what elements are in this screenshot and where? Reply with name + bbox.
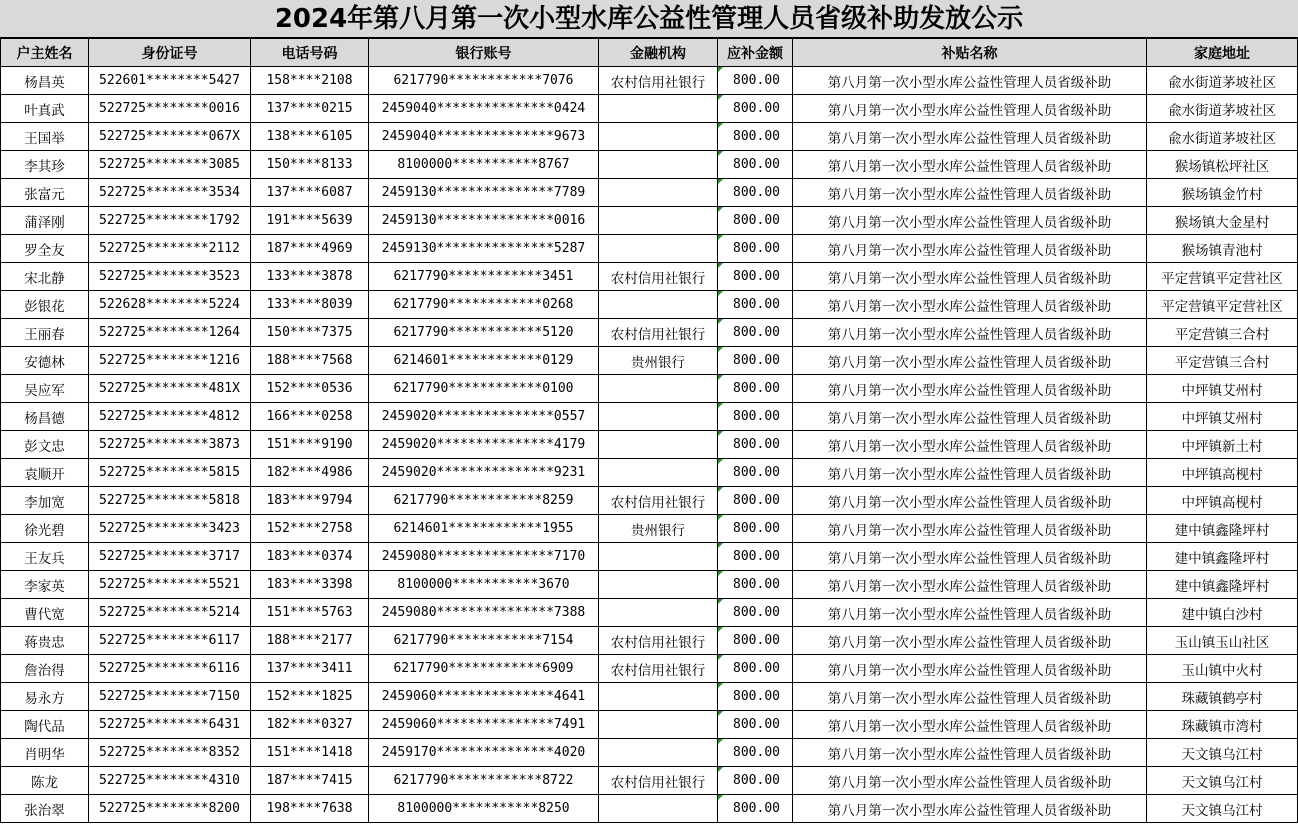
cell-subsidy-name[interactable]: 第八月第一次小型水库公益性管理人员省级补助 (793, 571, 1147, 599)
cell-amount[interactable]: 800.00 (718, 263, 793, 291)
table-row (1, 67, 1298, 95)
cell-address[interactable]: 猴场镇松坪社区 (1147, 151, 1298, 179)
cell-phone[interactable]: 150****7375 (251, 319, 369, 347)
cell-owner-name[interactable]: 彭文忠 (1, 431, 89, 459)
cell-owner-name[interactable]: 肖明华 (1, 739, 89, 767)
cell-bank-account[interactable]: 2459020***************9231 (369, 459, 599, 487)
cell-owner-name[interactable]: 曹代宽 (1, 599, 89, 627)
cell-bank-account[interactable]: 2459170***************4020 (369, 739, 599, 767)
cell-phone[interactable]: 187****7415 (251, 767, 369, 795)
cell-id-number[interactable]: 522725********4310 (89, 767, 251, 795)
cell-id-number[interactable]: 522725********5815 (89, 459, 251, 487)
cell-phone[interactable]: 151****5763 (251, 599, 369, 627)
cell-address[interactable]: 平定营镇平定营社区 (1147, 263, 1298, 291)
cell-address[interactable]: 珠藏镇鹤亭村 (1147, 683, 1298, 711)
cell-institution[interactable] (599, 291, 718, 319)
cell-institution[interactable] (599, 739, 718, 767)
cell-phone[interactable]: 188****7568 (251, 347, 369, 375)
cell-institution[interactable]: 农村信用社银行 (599, 67, 718, 95)
header-cell[interactable]: 电话号码 (251, 39, 369, 67)
cell-owner-name[interactable]: 罗全友 (1, 235, 89, 263)
cell-owner-name[interactable]: 李加宽 (1, 487, 89, 515)
cell-subsidy-name[interactable]: 第八月第一次小型水库公益性管理人员省级补助 (793, 319, 1147, 347)
table-row (1, 739, 1298, 767)
cell-id-number[interactable]: 522725********5521 (89, 571, 251, 599)
cell-owner-name[interactable]: 徐光碧 (1, 515, 89, 543)
header-cell[interactable]: 银行账号 (369, 39, 599, 67)
table-row (1, 683, 1298, 711)
cell-id-number[interactable]: 522725********1792 (89, 207, 251, 235)
cell-address[interactable]: 中坪镇艾州村 (1147, 375, 1298, 403)
cell-owner-name[interactable]: 杨昌德 (1, 403, 89, 431)
cell-institution[interactable]: 农村信用社银行 (599, 767, 718, 795)
table-row (1, 459, 1298, 487)
cell-amount[interactable]: 800.00 (718, 431, 793, 459)
cell-owner-name[interactable]: 彭银花 (1, 291, 89, 319)
cell-address[interactable]: 中坪镇高枧村 (1147, 459, 1298, 487)
cell-owner-name[interactable]: 安德林 (1, 347, 89, 375)
cell-address[interactable]: 天文镇乌江村 (1147, 739, 1298, 767)
cell-institution[interactable]: 农村信用社银行 (599, 263, 718, 291)
cell-institution[interactable] (599, 431, 718, 459)
cell-amount[interactable]: 800.00 (718, 599, 793, 627)
cell-institution[interactable]: 农村信用社银行 (599, 319, 718, 347)
cell-institution[interactable] (599, 711, 718, 739)
cell-subsidy-name[interactable]: 第八月第一次小型水库公益性管理人员省级补助 (793, 459, 1147, 487)
cell-id-number[interactable]: 522725********7150 (89, 683, 251, 711)
cell-subsidy-name[interactable]: 第八月第一次小型水库公益性管理人员省级补助 (793, 599, 1147, 627)
cell-address[interactable]: 猴场镇青池村 (1147, 235, 1298, 263)
table-row (1, 347, 1298, 375)
cell-phone[interactable]: 137****0215 (251, 95, 369, 123)
cell-owner-name[interactable]: 李家英 (1, 571, 89, 599)
cell-subsidy-name[interactable]: 第八月第一次小型水库公益性管理人员省级补助 (793, 375, 1147, 403)
cell-owner-name[interactable]: 蒋贵忠 (1, 627, 89, 655)
cell-institution[interactable] (599, 599, 718, 627)
cell-phone[interactable]: 158****2108 (251, 67, 369, 95)
cell-subsidy-name[interactable]: 第八月第一次小型水库公益性管理人员省级补助 (793, 123, 1147, 151)
cell-institution[interactable] (599, 543, 718, 571)
cell-subsidy-name[interactable]: 第八月第一次小型水库公益性管理人员省级补助 (793, 291, 1147, 319)
header-cell[interactable]: 金融机构 (599, 39, 718, 67)
cell-subsidy-name[interactable]: 第八月第一次小型水库公益性管理人员省级补助 (793, 235, 1147, 263)
cell-amount[interactable]: 800.00 (718, 515, 793, 543)
cell-amount[interactable]: 800.00 (718, 543, 793, 571)
cell-amount[interactable]: 800.00 (718, 795, 793, 823)
cell-owner-name[interactable]: 王丽春 (1, 319, 89, 347)
cell-subsidy-name[interactable]: 第八月第一次小型水库公益性管理人员省级补助 (793, 403, 1147, 431)
cell-phone[interactable]: 151****9190 (251, 431, 369, 459)
cell-phone[interactable]: 152****1825 (251, 683, 369, 711)
cell-amount[interactable]: 800.00 (718, 375, 793, 403)
cell-institution[interactable]: 贵州银行 (599, 347, 718, 375)
cell-amount[interactable]: 800.00 (718, 207, 793, 235)
cell-address[interactable]: 玉山镇中火村 (1147, 655, 1298, 683)
cell-bank-account[interactable]: 8100000***********8767 (369, 151, 599, 179)
table-row (1, 599, 1298, 627)
table-row (1, 571, 1298, 599)
cell-subsidy-name[interactable]: 第八月第一次小型水库公益性管理人员省级补助 (793, 795, 1147, 823)
cell-subsidy-name[interactable]: 第八月第一次小型水库公益性管理人员省级补助 (793, 151, 1147, 179)
cell-owner-name[interactable]: 陈龙 (1, 767, 89, 795)
cell-institution[interactable]: 农村信用社银行 (599, 627, 718, 655)
cell-id-number[interactable]: 522725********3534 (89, 179, 251, 207)
cell-bank-account[interactable]: 2459060***************7491 (369, 711, 599, 739)
table-row (1, 319, 1298, 347)
cell-amount[interactable]: 800.00 (718, 487, 793, 515)
cell-amount[interactable]: 800.00 (718, 347, 793, 375)
cell-phone[interactable]: 188****2177 (251, 627, 369, 655)
cell-bank-account[interactable]: 6217790************5120 (369, 319, 599, 347)
table-row (1, 795, 1298, 823)
cell-bank-account[interactable]: 2459080***************7170 (369, 543, 599, 571)
cell-bank-account[interactable]: 2459060***************4641 (369, 683, 599, 711)
cell-phone[interactable]: 133****3878 (251, 263, 369, 291)
cell-id-number[interactable]: 522725********067X (89, 123, 251, 151)
cell-amount[interactable]: 800.00 (718, 291, 793, 319)
cell-amount[interactable]: 800.00 (718, 123, 793, 151)
cell-id-number[interactable]: 522725********3085 (89, 151, 251, 179)
cell-institution[interactable] (599, 151, 718, 179)
cell-address[interactable]: 中坪镇新土村 (1147, 431, 1298, 459)
cell-subsidy-name[interactable]: 第八月第一次小型水库公益性管理人员省级补助 (793, 767, 1147, 795)
cell-owner-name[interactable]: 詹治得 (1, 655, 89, 683)
cell-subsidy-name[interactable]: 第八月第一次小型水库公益性管理人员省级补助 (793, 739, 1147, 767)
cell-phone[interactable]: 137****6087 (251, 179, 369, 207)
cell-address[interactable]: 中坪镇高枧村 (1147, 487, 1298, 515)
cell-institution[interactable] (599, 683, 718, 711)
cell-address[interactable]: 珠藏镇市湾村 (1147, 711, 1298, 739)
cell-amount[interactable]: 800.00 (718, 459, 793, 487)
cell-amount[interactable]: 800.00 (718, 767, 793, 795)
cell-institution[interactable] (599, 95, 718, 123)
cell-subsidy-name[interactable]: 第八月第一次小型水库公益性管理人员省级补助 (793, 207, 1147, 235)
table-row (1, 711, 1298, 739)
cell-id-number[interactable]: 522725********2112 (89, 235, 251, 263)
cell-subsidy-name[interactable]: 第八月第一次小型水库公益性管理人员省级补助 (793, 95, 1147, 123)
cell-bank-account[interactable]: 8100000***********3670 (369, 571, 599, 599)
cell-owner-name[interactable]: 陶代品 (1, 711, 89, 739)
cell-amount[interactable]: 800.00 (718, 319, 793, 347)
cell-bank-account[interactable]: 6214601************1955 (369, 515, 599, 543)
cell-bank-account[interactable]: 2459040***************9673 (369, 123, 599, 151)
table-row (1, 123, 1298, 151)
cell-amount[interactable]: 800.00 (718, 655, 793, 683)
cell-owner-name[interactable]: 宋北静 (1, 263, 89, 291)
header-cell[interactable]: 补贴名称 (793, 39, 1147, 67)
cell-bank-account[interactable]: 6217790************0100 (369, 375, 599, 403)
cell-address[interactable]: 中坪镇艾州村 (1147, 403, 1298, 431)
cell-address[interactable]: 兪水街道茅坡社区 (1147, 95, 1298, 123)
cell-owner-name[interactable]: 易永方 (1, 683, 89, 711)
table-row (1, 515, 1298, 543)
table-row (1, 235, 1298, 263)
cell-amount[interactable]: 800.00 (718, 683, 793, 711)
cell-address[interactable]: 平定营镇平定营社区 (1147, 291, 1298, 319)
cell-owner-name[interactable]: 李其珍 (1, 151, 89, 179)
table-body (1, 67, 1298, 823)
cell-bank-account[interactable]: 6217790************8722 (369, 767, 599, 795)
cell-subsidy-name[interactable]: 第八月第一次小型水库公益性管理人员省级补助 (793, 711, 1147, 739)
cell-id-number[interactable]: 522725********5214 (89, 599, 251, 627)
cell-id-number[interactable]: 522601********5427 (89, 67, 251, 95)
table-row (1, 431, 1298, 459)
cell-address[interactable]: 兪水街道茅坡社区 (1147, 123, 1298, 151)
table-row (1, 627, 1298, 655)
cell-subsidy-name[interactable]: 第八月第一次小型水库公益性管理人员省级补助 (793, 487, 1147, 515)
cell-subsidy-name[interactable]: 第八月第一次小型水库公益性管理人员省级补助 (793, 67, 1147, 95)
cell-address[interactable]: 平定营镇三合村 (1147, 347, 1298, 375)
cell-bank-account[interactable]: 6217790************7154 (369, 627, 599, 655)
cell-address[interactable]: 天文镇乌江村 (1147, 767, 1298, 795)
cell-id-number[interactable]: 522725********6431 (89, 711, 251, 739)
table-row (1, 767, 1298, 795)
cell-amount[interactable]: 800.00 (718, 711, 793, 739)
cell-id-number[interactable]: 522725********3523 (89, 263, 251, 291)
cell-amount[interactable]: 800.00 (718, 151, 793, 179)
cell-owner-name[interactable]: 王友兵 (1, 543, 89, 571)
cell-bank-account[interactable]: 2459130***************7789 (369, 179, 599, 207)
cell-bank-account[interactable]: 2459130***************0016 (369, 207, 599, 235)
table-row (1, 263, 1298, 291)
subsidy-table (0, 38, 1298, 823)
cell-subsidy-name[interactable]: 第八月第一次小型水库公益性管理人员省级补助 (793, 515, 1147, 543)
cell-phone[interactable]: 138****6105 (251, 123, 369, 151)
cell-amount[interactable]: 800.00 (718, 627, 793, 655)
cell-id-number[interactable]: 522725********3423 (89, 515, 251, 543)
cell-owner-name[interactable]: 吴应军 (1, 375, 89, 403)
cell-owner-name[interactable]: 叶真武 (1, 95, 89, 123)
header-cell[interactable]: 户主姓名 (1, 39, 89, 67)
cell-bank-account[interactable]: 8100000***********8250 (369, 795, 599, 823)
cell-address[interactable]: 建中镇白沙村 (1147, 599, 1298, 627)
cell-address[interactable]: 建中镇鑫隆坪村 (1147, 515, 1298, 543)
cell-address[interactable]: 天文镇乌江村 (1147, 795, 1298, 823)
cell-id-number[interactable]: 522725********3717 (89, 543, 251, 571)
cell-amount[interactable]: 800.00 (718, 235, 793, 263)
sheet-title: 2024年第八月第一次小型水库公益性管理人员省级补助发放公示 (0, 0, 1298, 38)
cell-bank-account[interactable]: 6217790************0268 (369, 291, 599, 319)
cell-owner-name[interactable]: 王国举 (1, 123, 89, 151)
header-cell[interactable]: 应补金额 (718, 39, 793, 67)
cell-phone[interactable]: 133****8039 (251, 291, 369, 319)
cell-phone[interactable]: 152****2758 (251, 515, 369, 543)
cell-subsidy-name[interactable]: 第八月第一次小型水库公益性管理人员省级补助 (793, 543, 1147, 571)
cell-bank-account[interactable]: 6217790************6909 (369, 655, 599, 683)
cell-institution[interactable]: 农村信用社银行 (599, 655, 718, 683)
cell-owner-name[interactable]: 袁顺开 (1, 459, 89, 487)
cell-id-number[interactable]: 522725********6116 (89, 655, 251, 683)
cell-id-number[interactable]: 522725********5818 (89, 487, 251, 515)
cell-amount[interactable]: 800.00 (718, 571, 793, 599)
cell-address[interactable]: 兪水街道茅坡社区 (1147, 67, 1298, 95)
cell-subsidy-name[interactable]: 第八月第一次小型水库公益性管理人员省级补助 (793, 347, 1147, 375)
cell-institution[interactable] (599, 795, 718, 823)
cell-bank-account[interactable]: 2459040***************0424 (369, 95, 599, 123)
cell-address[interactable]: 建中镇鑫隆坪村 (1147, 543, 1298, 571)
header-cell[interactable]: 家庭地址 (1147, 39, 1298, 67)
cell-bank-account[interactable]: 6214601************0129 (369, 347, 599, 375)
cell-institution[interactable] (599, 403, 718, 431)
cell-amount[interactable]: 800.00 (718, 95, 793, 123)
cell-id-number[interactable]: 522725********1264 (89, 319, 251, 347)
cell-bank-account[interactable]: 2459020***************4179 (369, 431, 599, 459)
cell-amount[interactable]: 800.00 (718, 67, 793, 95)
cell-phone[interactable]: 187****4969 (251, 235, 369, 263)
cell-id-number[interactable]: 522725********0016 (89, 95, 251, 123)
cell-phone[interactable]: 182****0327 (251, 711, 369, 739)
cell-bank-account[interactable]: 2459080***************7388 (369, 599, 599, 627)
cell-bank-account[interactable]: 6217790************3451 (369, 263, 599, 291)
cell-id-number[interactable]: 522725********8200 (89, 795, 251, 823)
cell-address[interactable]: 玉山镇玉山社区 (1147, 627, 1298, 655)
table-row (1, 207, 1298, 235)
cell-phone[interactable]: 137****3411 (251, 655, 369, 683)
cell-address[interactable]: 建中镇鑫隆坪村 (1147, 571, 1298, 599)
cell-subsidy-name[interactable]: 第八月第一次小型水库公益性管理人员省级补助 (793, 431, 1147, 459)
cell-phone[interactable]: 183****9794 (251, 487, 369, 515)
cell-address[interactable]: 平定营镇三合村 (1147, 319, 1298, 347)
cell-institution[interactable]: 贵州银行 (599, 515, 718, 543)
table-row (1, 543, 1298, 571)
cell-address[interactable]: 猴场镇大金星村 (1147, 207, 1298, 235)
header-row (1, 39, 1298, 67)
cell-id-number[interactable]: 522628********5224 (89, 291, 251, 319)
table-row (1, 487, 1298, 515)
table-row (1, 375, 1298, 403)
table-row (1, 655, 1298, 683)
cell-institution[interactable] (599, 235, 718, 263)
cell-owner-name[interactable]: 张富元 (1, 179, 89, 207)
cell-phone[interactable]: 182****4986 (251, 459, 369, 487)
cell-phone[interactable]: 198****7638 (251, 795, 369, 823)
cell-institution[interactable] (599, 179, 718, 207)
cell-subsidy-name[interactable]: 第八月第一次小型水库公益性管理人员省级补助 (793, 627, 1147, 655)
table-row (1, 179, 1298, 207)
cell-id-number[interactable]: 522725********3873 (89, 431, 251, 459)
cell-phone[interactable]: 191****5639 (251, 207, 369, 235)
cell-amount[interactable]: 800.00 (718, 739, 793, 767)
header-cell[interactable]: 身份证号 (89, 39, 251, 67)
cell-subsidy-name[interactable]: 第八月第一次小型水库公益性管理人员省级补助 (793, 179, 1147, 207)
cell-institution[interactable] (599, 571, 718, 599)
table-row (1, 291, 1298, 319)
cell-owner-name[interactable]: 杨昌英 (1, 67, 89, 95)
cell-bank-account[interactable]: 6217790************7076 (369, 67, 599, 95)
cell-amount[interactable]: 800.00 (718, 179, 793, 207)
cell-subsidy-name[interactable]: 第八月第一次小型水库公益性管理人员省级补助 (793, 263, 1147, 291)
cell-institution[interactable] (599, 375, 718, 403)
cell-institution[interactable] (599, 123, 718, 151)
cell-id-number[interactable]: 522725********4812 (89, 403, 251, 431)
cell-owner-name[interactable]: 蒲泽刚 (1, 207, 89, 235)
cell-bank-account[interactable]: 2459130***************5287 (369, 235, 599, 263)
cell-address[interactable]: 猴场镇金竹村 (1147, 179, 1298, 207)
cell-institution[interactable] (599, 459, 718, 487)
cell-amount[interactable]: 800.00 (718, 403, 793, 431)
cell-id-number[interactable]: 522725********481X (89, 375, 251, 403)
cell-institution[interactable] (599, 207, 718, 235)
cell-phone[interactable]: 152****0536 (251, 375, 369, 403)
cell-phone[interactable]: 183****0374 (251, 543, 369, 571)
cell-phone[interactable]: 166****0258 (251, 403, 369, 431)
cell-phone[interactable]: 150****8133 (251, 151, 369, 179)
cell-phone[interactable]: 151****1418 (251, 739, 369, 767)
cell-institution[interactable]: 农村信用社银行 (599, 487, 718, 515)
cell-id-number[interactable]: 522725********6117 (89, 627, 251, 655)
cell-id-number[interactable]: 522725********8352 (89, 739, 251, 767)
cell-subsidy-name[interactable]: 第八月第一次小型水库公益性管理人员省级补助 (793, 683, 1147, 711)
cell-id-number[interactable]: 522725********1216 (89, 347, 251, 375)
table-row (1, 403, 1298, 431)
cell-bank-account[interactable]: 6217790************8259 (369, 487, 599, 515)
cell-subsidy-name[interactable]: 第八月第一次小型水库公益性管理人员省级补助 (793, 655, 1147, 683)
table-row (1, 95, 1298, 123)
cell-bank-account[interactable]: 2459020***************0557 (369, 403, 599, 431)
table-row (1, 151, 1298, 179)
cell-phone[interactable]: 183****3398 (251, 571, 369, 599)
cell-owner-name[interactable]: 张治翠 (1, 795, 89, 823)
